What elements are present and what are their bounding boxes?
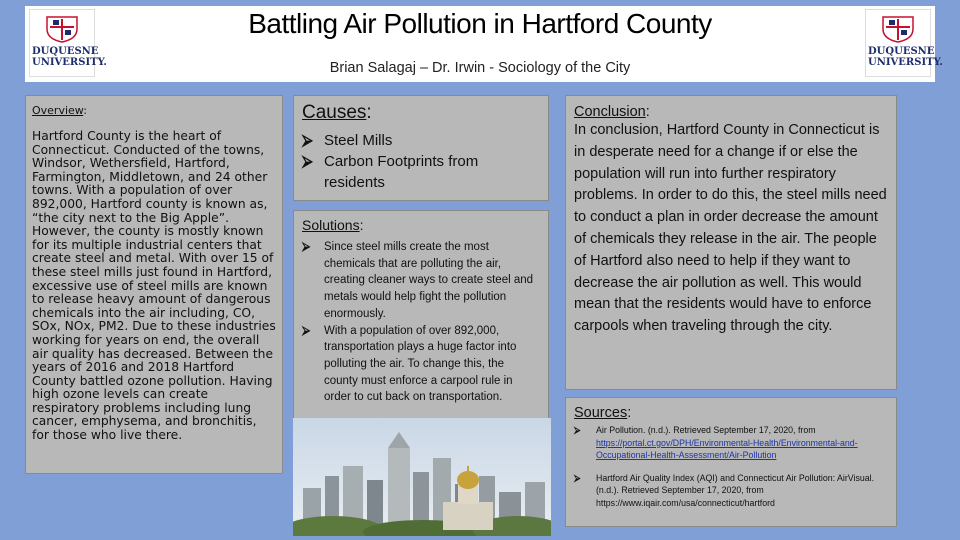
list-item: ⮚ With a population of over 892,000, transportation plays a huge factor into polluting the air. To change this, the county must enforce a carpool rule in order to cut back on transportation. [302,324,517,404]
arrow-bullet-icon: ⮚ [302,132,313,149]
overview-panel: Overview: Hartford County is the heart of Connecticut. Conducted of the towns, Windsor, Wethersfield, Hartford, Farmington, Middletown, and 24 other towns. With a population of over 892,000, Hartford county is known as, “the city next to the Big Apple”. However, the county is mostly known for its multiple industrial centers that create steel and metal. With over 15 of these steel mills just found in Hartford, excessive use of steel mills are known to release heavy amount of dangerous chemicals into the air including, CO, SOx, NOx, PM2. Due to these industries working for years on end, the overall air quality has decreased. Between the years of 2016 and 2018 Hartford County battled ozone pollution. Having high ozone levels can create respiratory problems including lung cancer, emphysema, and bronchitis, for those who live there. [25,95,283,474]
list-item: ⮚ Carbon Footprints from residents [302,153,479,191]
list-item: ⮚ Hartford Air Quality Index (AQI) and Connecticut Air Pollution: AirVisual. (n.d.). Retrieved September 17, 2020, from https://www.iqair.com/usa/connecticut/hartford [574,472,875,508]
duquesne-logo-right [865,9,943,77]
arrow-bullet-icon: ⮚ [574,425,581,435]
overview-body: Hartford County is the heart of Connecticut. Conducted of the towns, Windsor, Wethersfield, Hartford, Farmington, Middletown, and 24 other towns. With a population of over 892,000, Hartford county is known as, “the city next to the Big Apple”. However, the county is mostly known for its multiple industrial centers that create steel and metal. With over 15 of these steel mills just found in Hartford, excessive use of steel mills are known to release heavy amount of dangerous chemicals into the air including, CO, SOx, NOx, PM2. Due to these industries working for years on end, the overall air quality has decreased. Between the years of 2016 and 2018 Hartford County battled ozone pollution. Having high ozone levels can create respiratory problems including lung cancer, emphysema, and bronchitis, for those who live there. [32,129,276,443]
solutions-heading: Solutions [302,217,360,233]
sources-list [574,424,888,509]
poster-header [25,6,943,82]
arrow-bullet-icon: ⮚ [302,153,313,170]
list-item: ⮚ Steel Mills [302,132,393,149]
conclusion-panel: Conclusion: In conclusion, Hartford County in Connecticut is in desperate need for a change if or else the population will run into further respiratory problems. In order to do this, the steel mills need to conduct a plan in order decrease the amount of chemicals they release in the air. The people of Hartford also need to help if they want to decrease the air pollution as well. This would mean that the residents would have to enforce carpools when traveling through the city. [565,95,897,390]
university-seal-icon [881,15,915,43]
list-item: ⮚ Since steel mills create the most chemicals that are polluting the air, creating cleaner ways to create steel and metals would help fight the pollution enormously. [302,241,534,320]
source-link[interactable]: https://portal.ct.gov/DPH/Environmental-Health/Environmental-and-Occupational-Health-Assessment/Air-Pollution [596,437,858,460]
solutions-panel: Solutions: ⮚ Since steel mills create the most chemicals that are polluting the air, creating cleaner ways to create steel and metals would help fight the pollution enormously. ⮚ With a population of over 892,000, transportation plays a huge factor into polluting the air. To change this, the county must enforce a carpool rule in order to cut back on transportation. [293,210,549,419]
causes-list [302,130,540,193]
arrow-bullet-icon: ⮚ [574,472,581,483]
conclusion-heading: Conclusion [574,104,646,120]
hartford-skyline-photo [293,418,551,536]
arrow-bullet-icon: ⮚ [302,324,311,337]
poster-subtitle: Brian Salagaj – Dr. Irwin - Sociology of the City [329,60,631,76]
causes-panel: Causes: ⮚ Steel Mills ⮚ Carbon Footprints from residents [293,95,549,201]
sources-panel: Sources: ⮚ Air Pollution. (n.d.). Retrieved September 17, 2020, from https://portal.ct.gov/DPH/Environmental-Health/Environmental-and-Occupational-Health-Assessment/Air-Pollution ⮚ Hartford Air Quality Index (AQI) and Connecticut Air Pollution: AirVisual. (n.d.). Retrieved September 17, 2020, from https://www.iqair.com/usa/connecticut/hartford [565,397,897,527]
sources-heading: Sources [574,405,628,421]
conclusion-body: In conclusion, Hartford County in Connecticut is in desperate need for a change if or else the population will run into further respiratory problems. In order to do this, the steel mills need to conduct a plan in order decrease the amount of chemicals they release in the air. The people of Hartford also need to help if they want to decrease the air pollution as well. This would mean that the residents would have to enforce carpools when traveling through the city. [574,122,887,335]
logo-wordmark: DUQUESNE UNIVERSITY. [32,46,107,68]
overview-heading: Overview [32,104,84,117]
logo-wordmark: DUQUESNE UNIVERSITY. [868,46,943,68]
solutions-list [302,239,540,406]
list-item: ⮚ Air Pollution. (n.d.). Retrieved September 17, 2020, from https://portal.ct.gov/DPH/Environmental-Health/Environmental-and-Occupational-Health-Assessment/Air-Pollution [574,425,858,460]
causes-heading: Causes [302,102,367,123]
poster-title: Battling Air Pollution in Hartford County [248,8,712,39]
arrow-bullet-icon: ⮚ [302,241,311,253]
